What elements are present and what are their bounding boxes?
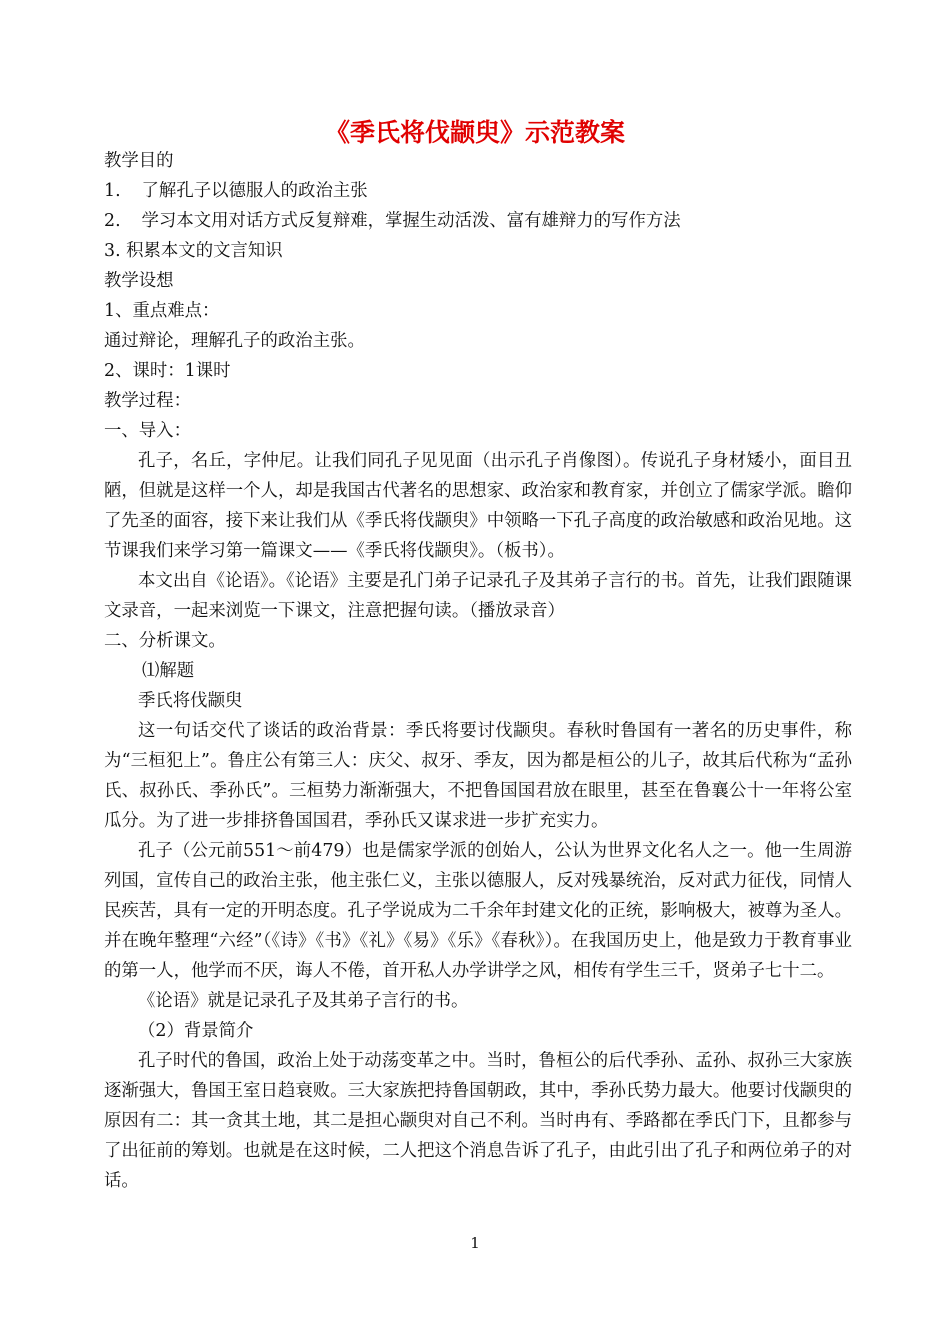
class-hours: 2、课时：1课时 — [104, 361, 231, 381]
goal-num: 1. — [104, 181, 121, 201]
page-number: 1 — [470, 1234, 480, 1252]
background-paragraph: 这一句话交代了谈话的政治背景：季氏将要讨伐颛臾。春秋时鲁国有一著名的历史事件，称为“三桓犯上”。鲁庄公有第三人：庆父、叔牙、季友，因为都是桓公的儿子，故其后代称为“孟孙氏、叔孙氏、季孙氏”。三桓势力渐渐强大，不把鲁国国君放在眼里，甚至在鲁襄公十一年将公室瓜分。为了进一步排挤鲁国国君，季孙氏又谋求进一步扩充实力。 — [104, 721, 852, 831]
goal-text: 积累本文的文言知识 — [126, 241, 283, 261]
design-heading: 教学设想 — [104, 271, 174, 291]
goal-num: 3. — [104, 241, 121, 261]
analysis-heading: 二、分析课文。 — [104, 631, 226, 651]
document-body — [104, 146, 852, 1196]
confucius-paragraph: 孔子（公元前551～前479）也是儒家学派的创始人，公认为世界文化名人之一。他一生周游列国，宣传自己的政治主张，他主张仁义，主张以德服人，反对残暴统治，反对武力征伐，同情人民疾苦，具有一定的开明态度。孔子学说成为二千余年封建文化的正统，影响极大，被尊为圣人。并在晚年整理“六经”（《诗》《书》《礼》《易》《乐》《春秋》）。在我国历史上，他是致力于教育事业的第一人，他学而不厌，诲人不倦，首开私人办学讲学之风，相传有学生三千，贤弟子七十二。 — [104, 841, 852, 981]
key-points-text: 通过辩论，理解孔子的政治主张。 — [104, 331, 365, 351]
process-heading: 教学过程： — [104, 391, 191, 411]
goal-item — [104, 236, 852, 266]
key-points-label: 1、重点难点： — [104, 301, 220, 321]
lunyu-paragraph: 《论语》就是记录孔子及其弟子言行的书。 — [138, 991, 469, 1011]
subsection-heading: （2）背景简介 — [138, 1021, 254, 1041]
subsection-title: 季氏将伐颛臾 — [138, 691, 243, 711]
intro-paragraph: 孔子，名丘，字仲尼。让我们同孔子见见面（出示孔子肖像图）。传说孔子身材矮小，面目丑陋，但就是这样一个人，却是我国古代著名的思想家、政治家和教育家，并创立了儒家学派。瞻仰了先圣的面容，接下来让我们从《季氏将伐颛臾》中领略一下孔子高度的政治敏感和政治见地。这节课我们来学习第一篇课文——《季氏将伐颛臾》。（板书）。 — [104, 451, 852, 561]
intro-paragraph-2: 本文出自《论语》。《论语》主要是孔门弟子记录孔子及其弟子言行的书。首先，让我们跟随课文录音，一起来浏览一下课文，注意把握句读。（播放录音） — [104, 571, 852, 621]
goal-text: 学习本文用对话方式反复辩难，掌握生动活泼、富有雄辩力的写作方法 — [141, 211, 681, 231]
lu-state-paragraph: 孔子时代的鲁国，政治上处于动荡变革之中。当时，鲁桓公的后代季孙、孟孙、叔孙三大家族逐渐强大，鲁国王室日趋衰败。三大家族把持鲁国朝政，其中，季孙氏势力最大。他要讨伐颛臾的原因有二：其一贪其土地，其二是担心颛臾对自己不利。当时冉有、季路都在季氏门下，且都参与了出征前的筹划。也就是在这时候，二人把这个消息告诉了孔子，由此引出了孔子和两位弟子的对话。 — [104, 1051, 852, 1191]
document-title: 《季氏将伐颛臾》示范教案 — [324, 118, 625, 147]
goal-item — [104, 176, 852, 206]
goal-num: 2. — [104, 211, 121, 231]
intro-heading: 一、导入： — [104, 421, 191, 441]
subsection-heading: ⑴解题 — [142, 661, 195, 681]
goal-item — [104, 206, 852, 236]
goals-heading: 教学目的 — [104, 151, 174, 171]
goal-text: 了解孔子以德服人的政治主张 — [141, 181, 368, 201]
